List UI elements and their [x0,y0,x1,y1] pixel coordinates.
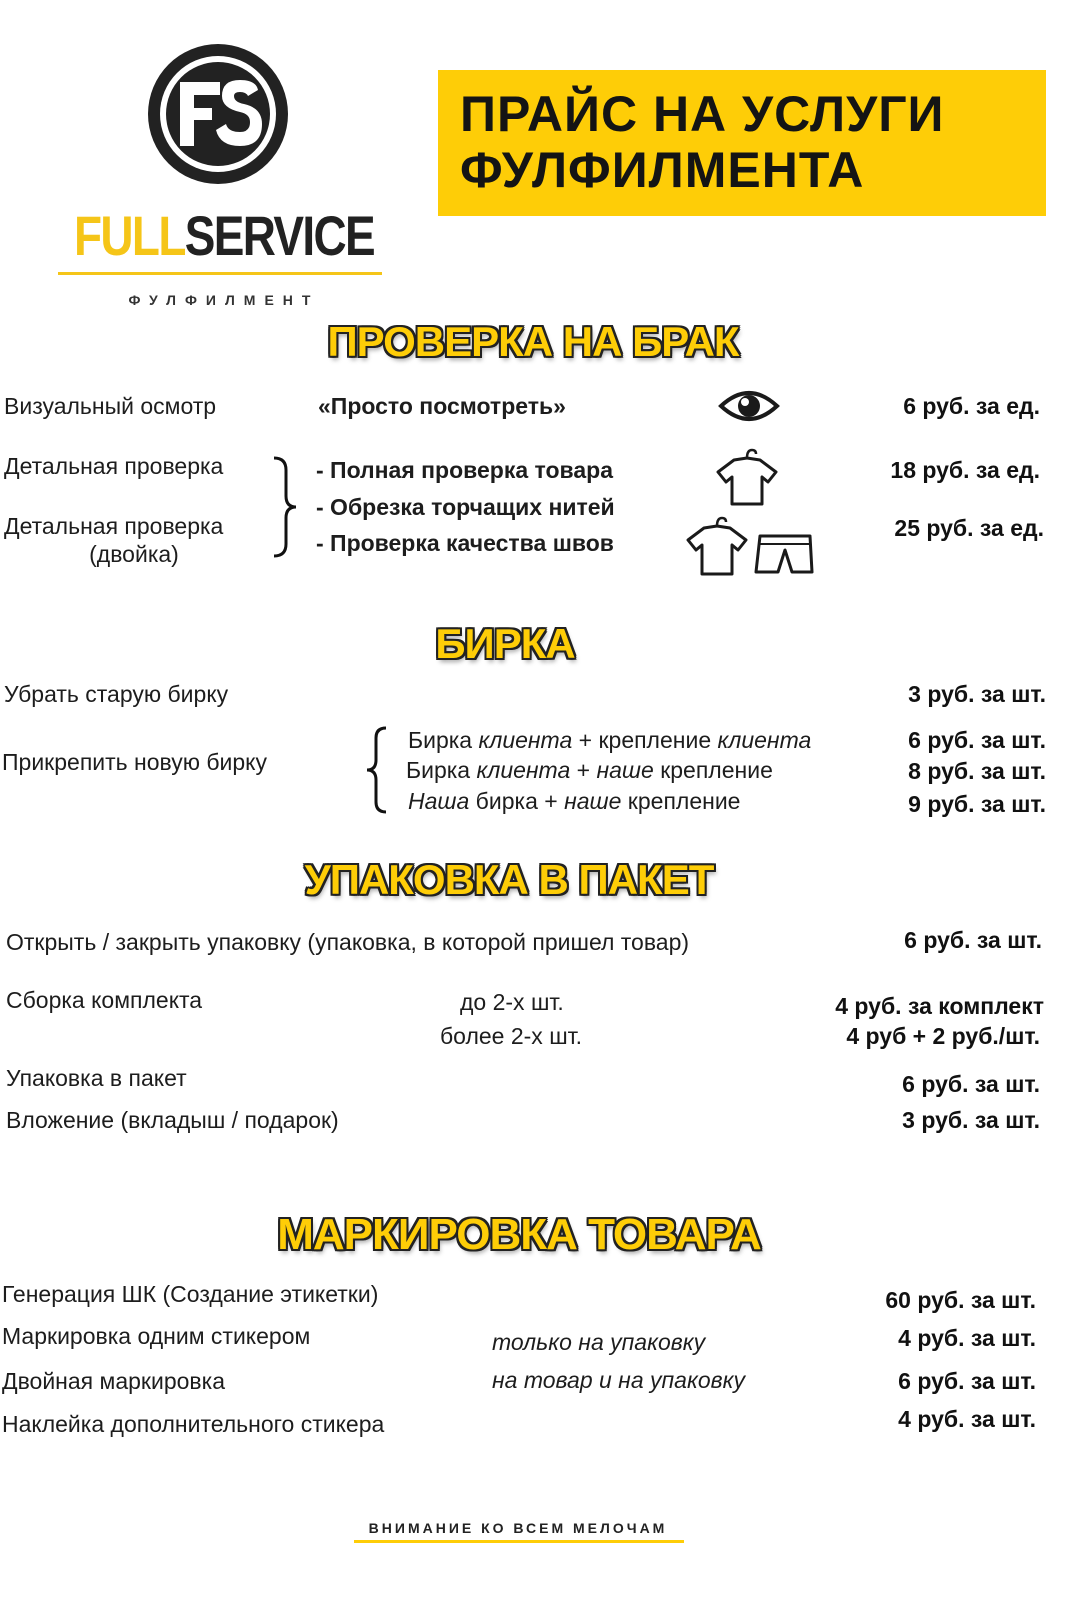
kit-price-1: 4 руб. за комплект [835,993,1044,1019]
detailed-check-label: Детальная проверка [4,453,224,479]
kit-option-1: до 2-х шт. [460,989,564,1015]
brand-name: FULLSERVICE [73,204,375,267]
section-title-marking: МАРКИРОВКА ТОВАРА [277,1210,761,1259]
tag-option-2-price: 8 руб. за шт. [908,758,1046,784]
section-title-defect: ПРОВЕРКА НА БРАК [327,318,739,365]
tag-option-3: Наша бирка + наше крепление [408,788,741,814]
remove-tag-price: 3 руб. за шт. [908,681,1046,707]
price-title-box [438,70,1046,216]
remove-tag-label: Убрать старую бирку [4,681,229,707]
detailed-check-price: 18 руб. за ед. [890,457,1040,483]
title-line-2: ФУЛФИЛМЕНТА [460,142,865,198]
tag-option-2: Бирка клиента + наше крепление [406,757,773,783]
fs-monogram-icon [146,42,290,186]
visual-inspection-price: 6 руб. за ед. [903,393,1040,419]
extra-sticker-price: 4 руб. за шт. [898,1406,1036,1432]
title-line-1: ПРАЙС НА УСЛУГИ [460,86,945,142]
defect-feature-2: - Обрезка торчащих нитей [316,494,615,520]
section-title-packing: УПАКОВКА В ПАКЕТ [304,856,714,903]
brand-subtitle: ФУЛФИЛМЕНТ [128,292,320,308]
tag-option-3-price: 9 руб. за шт. [908,791,1046,817]
left-brace-icon [364,726,390,814]
eye-icon [718,386,780,426]
single-marking-label: Маркировка одним стикером [2,1323,311,1349]
kit-price-2: 4 руб + 2 руб./шт. [846,1023,1040,1049]
tshirt-and-shorts-icon [684,514,818,578]
tag-option-1: Бирка клиента + крепление клиента [408,727,812,753]
bag-label: Упаковка в пакет [6,1065,187,1091]
insert-price: 3 руб. за шт. [902,1107,1040,1133]
double-marking-price: 6 руб. за шт. [898,1368,1036,1394]
barcode-label: Генерация ШК (Создание этикетки) [2,1281,379,1307]
detailed-pair-label-1: Детальная проверка [4,513,224,539]
right-brace-icon [270,456,300,558]
kit-option-2: более 2-х шт. [440,1023,583,1049]
double-marking-label: Двойная маркировка [2,1368,225,1394]
footer-underline [354,1540,684,1543]
bag-price: 6 руб. за шт. [902,1071,1040,1097]
kit-label: Сборка комплекта [6,987,203,1013]
detailed-pair-label-2: (двойка) [89,541,179,567]
single-marking-price: 4 руб. за шт. [898,1325,1036,1351]
logo-underline [58,272,382,275]
double-marking-note: на товар и на упаковку [492,1367,745,1393]
single-marking-note: только на упаковку [492,1329,706,1355]
footer-slogan: ВНИМАНИЕ КО ВСЕМ МЕЛОЧАМ [368,1520,668,1536]
defect-feature-3: - Проверка качества швов [316,530,614,556]
tag-option-1-price: 6 руб. за шт. [908,727,1046,753]
open-close-price: 6 руб. за шт. [904,927,1042,953]
barcode-price: 60 руб. за шт. [885,1287,1036,1313]
open-close-label: Открыть / закрыть упаковку (упаковка, в которой пришел товар) [6,929,690,955]
detailed-pair-price: 25 руб. за ед. [894,515,1044,541]
attach-tag-label: Прикрепить новую бирку [2,749,268,775]
defect-feature-1: - Полная проверка товара [316,457,614,483]
visual-inspection-note: «Просто посмотреть» [318,393,566,419]
insert-label: Вложение (вкладыш / подарок) [6,1107,339,1133]
tshirt-icon [714,446,780,508]
logo [38,20,410,320]
visual-inspection-label: Визуальный осмотр [4,393,217,419]
extra-sticker-label: Наклейка дополнительного стикера [2,1411,385,1437]
section-title-tag: БИРКА [435,620,575,667]
